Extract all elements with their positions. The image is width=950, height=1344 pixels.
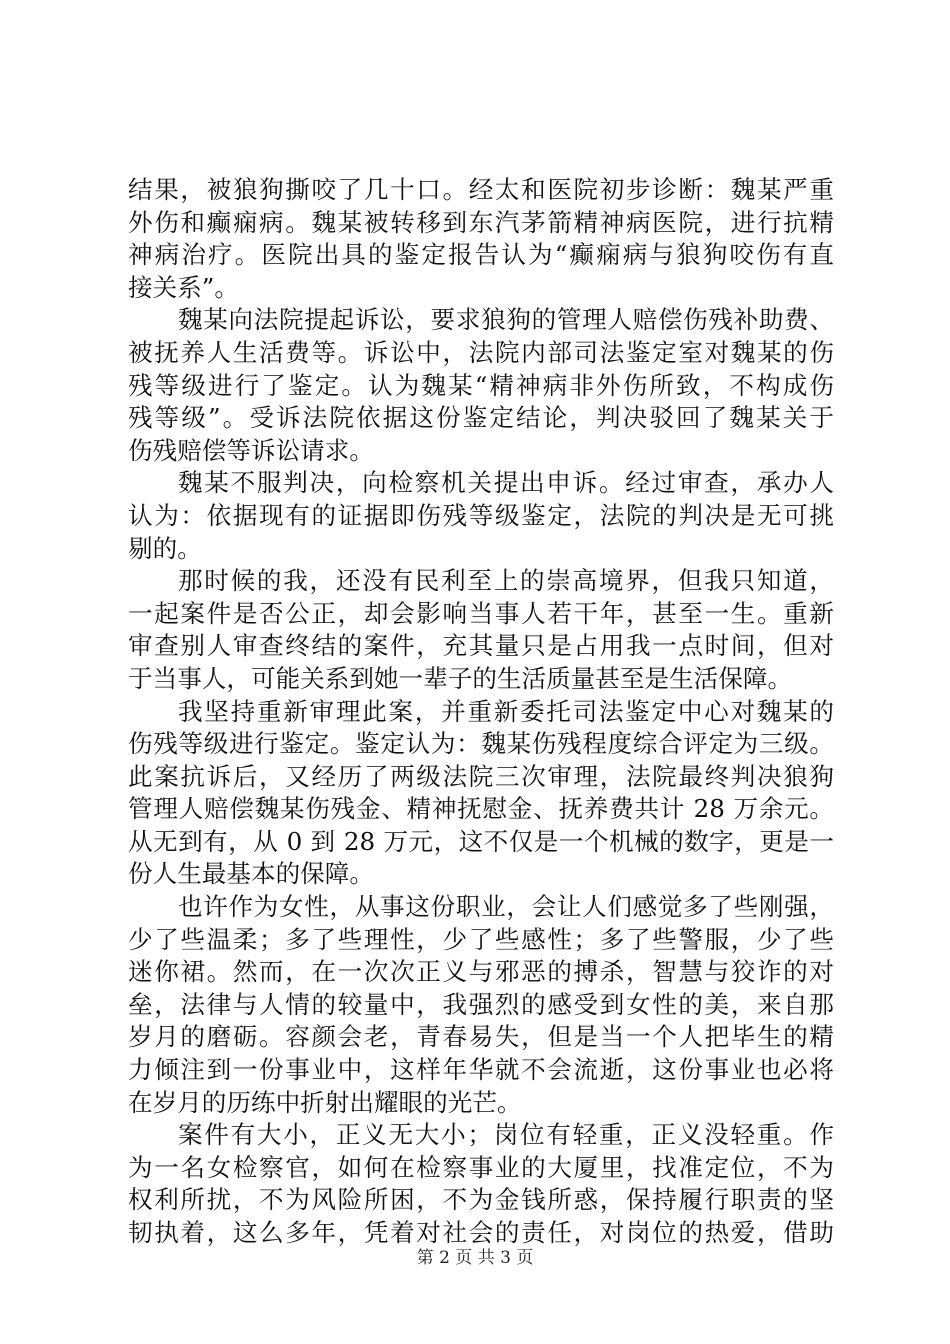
text-line: 一起案件是否公正，却会影响当事人若干年，甚至一生。重新 [128,598,834,628]
text-line: 份人生最基本的保障。 [128,859,374,889]
text-line: 也许作为女性，从事这份职业，会让人们感觉多了些刚强， [178,892,834,922]
text-line: 那时候的我，还没有民利至上的崇高境界，但我只知道， [178,566,834,596]
text-line: 岁月的磨砺。容颜会老，青春易失，但是当一个人把毕生的精 [128,1022,834,1052]
text-line: 管理人赔偿魏某伤残金、精神抚慰金、抚养费共计 28 万余元。 [128,794,834,824]
text-line: 剔的。 [128,533,202,563]
text-line: 残等级”。受诉法院依据这份鉴定结论，判决驳回了魏某关于 [128,403,834,433]
text-line: 认为：依据现有的证据即伤残等级鉴定，法院的判决是无可挑 [128,500,834,530]
text-line: 我坚持重新审理此案，并重新委托司法鉴定中心对魏某的 [178,696,834,726]
text-line: 垒，法律与人情的较量中，我强烈的感受到女性的美，来自那 [128,989,834,1019]
text-line: 魏某不服判决，向检察机关提出申诉。经过审查，承办人 [178,468,834,498]
paragraph-1 [128,174,834,304]
text-line: 接关系”。 [128,272,239,302]
paragraph-4 [128,565,834,695]
text-line: 外伤和癫痫病。魏某被转移到东汽茅箭精神病医院，进行抗精 [128,207,834,237]
text-line: 少了些温柔；多了些理性，少了些感性；多了些警服，少了些 [128,924,834,954]
text-line: 残等级进行了鉴定。认为魏某“精神病非外伤所致，不构成伤 [128,370,834,400]
text-line: 魏某向法院提起诉讼，要求狼狗的管理人赔偿伤残补助费、 [178,305,834,335]
text-line: 为一名女检察官，如何在检察事业的大厦里，找准定位，不为 [128,1152,834,1182]
text-line: 于当事人，可能关系到她一辈子的生活质量甚至是生活保障。 [128,663,793,693]
text-line: 案件有大小，正义无大小；岗位有轻重，正义没轻重。作 [178,1120,834,1150]
paragraph-2 [128,304,834,467]
text-line: 被抚养人生活费等。诉讼中，法院内部司法鉴定室对魏某的伤 [128,337,834,367]
text-line: 神病治疗。医院出具的鉴定报告认为“癫痫病与狼狗咬伤有直 [128,240,834,270]
paragraph-3 [128,467,834,565]
text-line: 伤残等级进行鉴定。鉴定认为：魏某伤残程度综合评定为三级。 [128,729,834,759]
paragraph-7 [128,1119,834,1249]
text-line: 力倾注到一份事业中，这样年华就不会流逝，这份事业也必将 [128,1055,834,1085]
text-line: 结果，被狼狗撕咬了几十口。经太和医院初步诊断：魏某严重 [128,175,834,204]
text-line: 审查别人审查终结的案件，充其量只是占用我一点时间，但对 [128,631,834,661]
paragraph-5 [128,696,834,892]
paragraph-6 [128,891,834,1119]
text-line: 韧执着，这么多年，凭着对社会的责任，对岗位的热爱，借助 [128,1218,834,1247]
page-number-footer: 第 2 页 共 3 页 [416,1248,534,1268]
text-line: 从无到有，从 0 到 28 万元，这不仅是一个机械的数字，更是一 [128,826,834,856]
text-line: 伤残赔偿等诉讼请求。 [128,435,374,465]
text-line: 此案抗诉后，又经历了两级法院三次审理，法院最终判决狼狗 [128,761,834,791]
text-line: 在岁月的历练中折射出耀眼的光芒。 [128,1087,522,1117]
document-body [128,174,834,1250]
text-line: 权利所扰，不为风险所困，不为金钱所惑，保持履行职责的坚 [128,1185,834,1215]
text-line: 迷你裙。然而，在一次次正义与邪恶的搏杀，智慧与狡诈的对 [128,957,834,987]
